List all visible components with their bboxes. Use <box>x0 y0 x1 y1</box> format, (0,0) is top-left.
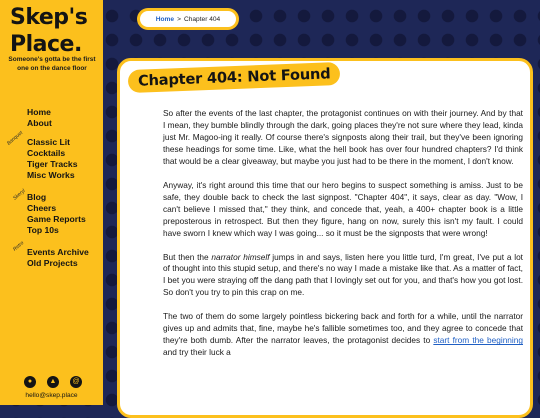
breadcrumb-home-link[interactable]: Home <box>155 15 175 23</box>
contact-email[interactable]: hello@skep.place <box>25 392 78 399</box>
nav-link-tiger-tracks[interactable]: Tiger Tracks <box>27 159 78 169</box>
paragraph-text: and try their luck a <box>163 347 231 358</box>
sidebar <box>0 0 103 405</box>
site-title[interactable] <box>10 4 87 58</box>
paragraph-text: jumps in and says, listen here you little turd, I'm great, I've put a lot of thought into this stupid setup, and there's no way I made a mistake like that. As a matter of fact, I bet you were straying off the dang path that I lovingly set out for you, and that's how you got lost. So don't you try to pin this crap on me. <box>163 251 523 298</box>
paragraph-text: So after the events of the last chapter, the protagonist continues on with their journey. And by that I mean, they bumble blindly through the dark, going places they're not sure where they lead, kinda just Mr. Magoo-ing it really. Of course there's signposts along their trail, but they've been ignoring these headings for some time. Like, what the hell book has over four hundred chapters? I'd think that would be a clear giveaway, but maybe you just had to be there in the moment, I don't know. <box>163 108 523 166</box>
nav-group-tag: Retro <box>12 240 26 253</box>
paragraph-text: The two of them do some largely pointless bickering back and forth for a while, until the narrator gives up and admits that, fine, maybe he's fallible sometimes too, and they agree to concede that they're both dumb. After the narrator leaves, the protagonist decides to <box>163 311 523 346</box>
emphasis-text: narrator himself <box>211 251 270 262</box>
circle-icon[interactable]: ● <box>24 376 36 388</box>
site-tagline: Someone's gotta be the first one on the dance floor <box>8 56 96 72</box>
article-paragraph <box>163 180 523 240</box>
breadcrumb-separator: > <box>177 15 181 23</box>
nav-link-cheers[interactable]: Cheers <box>27 203 57 213</box>
page-title: Chapter 404: Not Found <box>128 62 341 93</box>
nav-group-tag: Skeryl <box>12 188 27 202</box>
paragraph-text: But then the <box>163 251 212 262</box>
nav-group-tag: Banquet <box>6 130 25 147</box>
nav-link-old-projects[interactable]: Old Projects <box>27 258 78 268</box>
nav-link-game-reports[interactable]: Game Reports <box>27 214 86 224</box>
nav-link-about[interactable]: About <box>27 118 52 128</box>
article-paragraph <box>163 108 523 168</box>
nav-link-top-10s[interactable]: Top 10s <box>27 225 59 235</box>
nav-link-events-archive[interactable]: Events Archive <box>27 247 89 257</box>
at-icon[interactable]: @ <box>70 376 82 388</box>
breadcrumb-pill <box>140 11 236 27</box>
inline-link[interactable]: start from the beginning <box>433 335 523 346</box>
paragraph-text: Anyway, it's right around this time that our hero begins to suspect something is amiss. Just to be safe, they double back to check the last signpost. "Chapter 404", it says, clear as day. "Wow, I can't believe I missed that," they think, and concede that, yeah, a 400+ chapter book is a little preposterous in retrospect. But then they figure, hang on now, surely this isn't my fault. I could have sworn I knew which way I was going... so it must be the signposts that were wrong! <box>163 179 523 238</box>
breadcrumb <box>137 8 239 30</box>
site-title-line2: Place. <box>10 32 82 57</box>
nav-link-home[interactable]: Home <box>27 107 51 117</box>
triangle-icon[interactable]: ▲ <box>47 376 59 388</box>
nav-link-blog[interactable]: Blog <box>27 192 47 202</box>
nav-link-cocktails[interactable]: Cocktails <box>27 148 66 158</box>
article-paragraph <box>163 252 523 300</box>
article-paragraph <box>163 311 523 359</box>
article-body <box>163 108 523 371</box>
nav-link-misc-works[interactable]: Misc Works <box>27 170 75 180</box>
breadcrumb-current: Chapter 404 <box>183 15 221 23</box>
site-title-line1: Skep's <box>10 5 88 30</box>
nav-link-classic-lit[interactable]: Classic Lit <box>27 137 70 147</box>
